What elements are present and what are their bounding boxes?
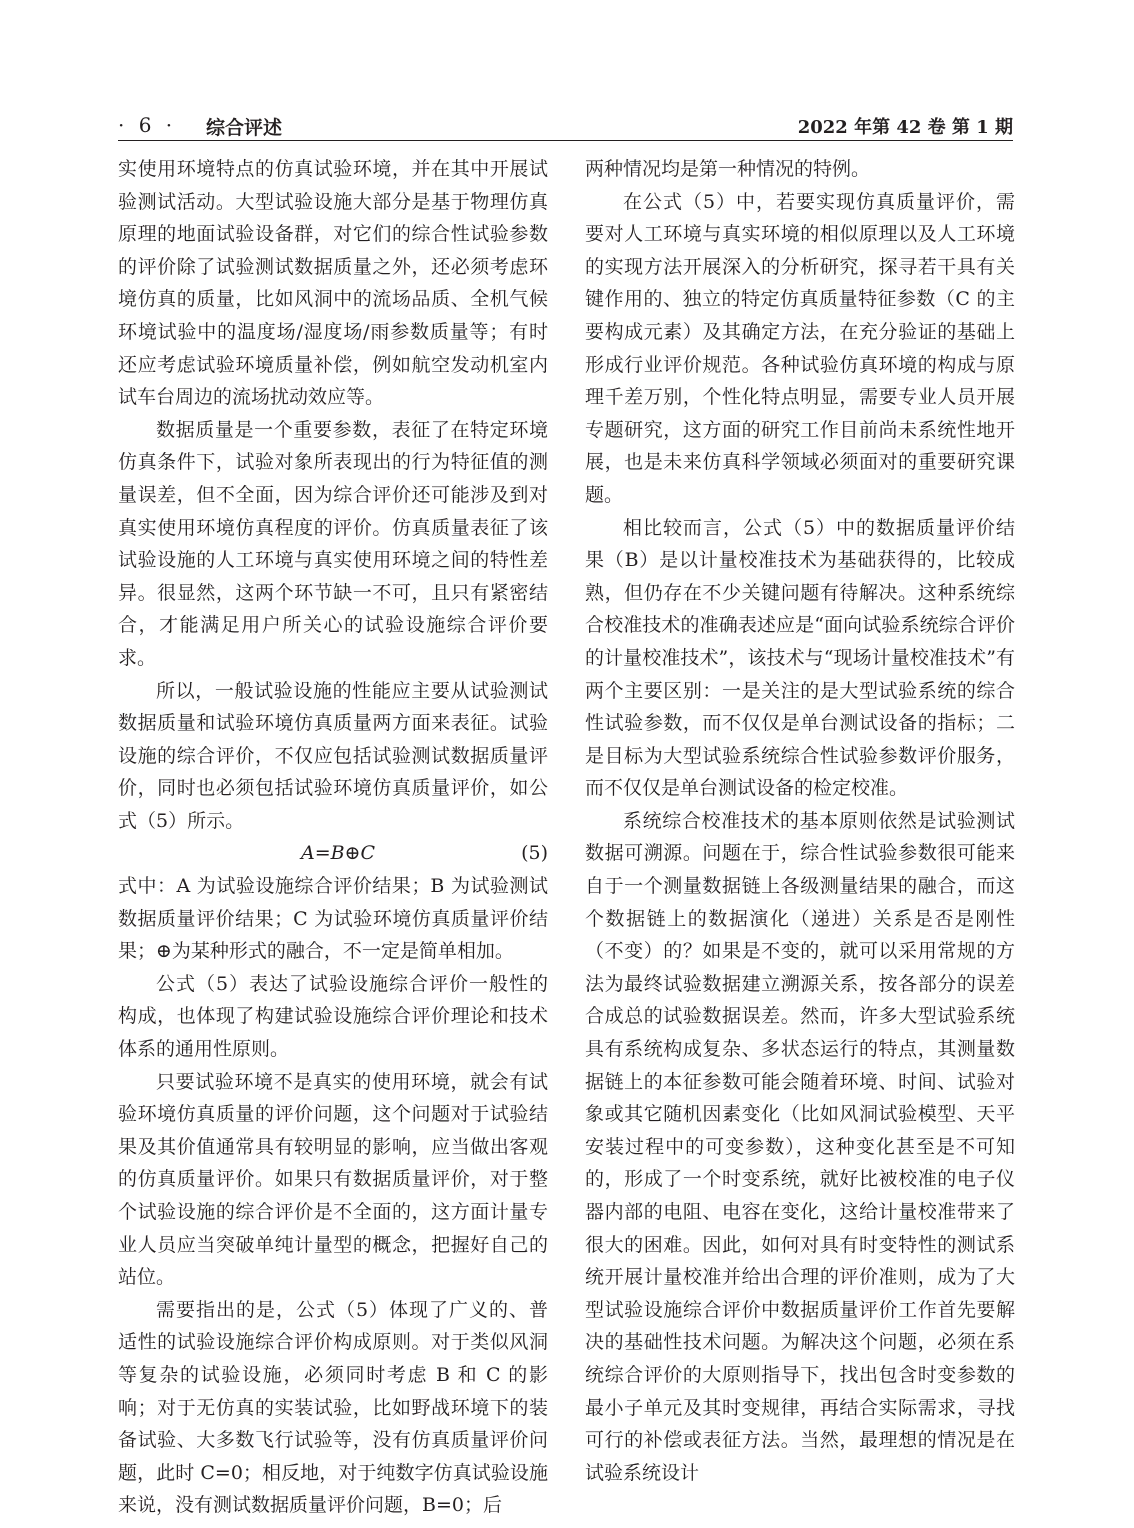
equation-5 — [118, 837, 548, 870]
paragraph: 公式（5）表达了试验设施综合评价一般性的构成，也体现了构建试验设施综合评价理论和技术体系的通用性原则。 — [118, 972, 548, 1061]
paragraph: 只要试验环境不是真实的使用环境，就会有试验环境仿真质量的评价问题，这个问题对于试验结果及其价值通常具有较明显的影响，应当做出客观的仿真质量评价。如果只有数据质量评价，对于整个试验设施的综合评价是不全面的，这方面计量专业人员应当突破单纯计量型的概念，把握好自己的站位。 — [118, 1070, 548, 1289]
paragraph: 在公式（5）中，若要实现仿真质量评价，需要对人工环境与真实环境的相似原理以及人工环境的实现方法开展深入的分析研究，探寻若干具有关键作用的、独立的特定仿真质量特征参数（C 的主要构成元素）及其确定方法，在充分验证的基础上形成行业评价规范。各种试验仿真环境的构成与原理千差万别，个性化特点明显，需要专业人员开展专题研究，这方面的研究工作目前尚未系统性地开展，也是未来仿真科学领域必须面对的重要研究课题。 — [585, 190, 1015, 506]
section-title: 综合评述 — [206, 117, 283, 139]
paragraph: 数据质量是一个重要参数，表征了在特定环境仿真条件下，试验对象所表现出的行为特征值的测量误差，但不全面，因为综合评价还可能涉及到对真实使用环境仿真程度的评价。仿真质量表征了该试验设施的人工环境与真实使用环境之间的特性差异。很显然，这两个环节缺一不可，且只有紧密结合，才能满足用户所关心的试验设施综合评价要求。 — [118, 418, 548, 669]
paragraph: 系统综合校准技术的基本原则依然是试验测试数据可溯源。问题在于，综合性试验参数很可能来自于一个测量数据链上各级测量结果的融合，而这个数据链上的数据演化（递进）关系是否是刚性（不变）的？如果是不变的，就可以采用常规的方法为最终试验数据建立溯源关系，按各部分的误差合成总的试验数据误差。然而，许多大型试验系统具有系统构成复杂、多状态运行的特点，其测量数据链上的本征参数可能会随着环境、时间、试验对象或其它随机因素变化（比如风洞试验模型、天平安装过程中的可变参数），这种变化甚至是不可知的，形成了一个时变系统，就好比被校准的电子仪器内部的电阻、电容在变化，这给计量校准带来了很大的困难。因此，如何对具有时变特性的测试系统开展计量校准并给出合理的评价准则，成为了大型试验设施综合评价中数据质量评价工作首先要解决的基础性技术问题。为解决这个问题，必须在系统综合评价的大原则指导下，找出包含时变参数的最小子单元及其时变规律，再结合实际需求，寻找可行的补偿或表征方法。当然，最理想的情况是在试验系统设计 — [585, 809, 1015, 1484]
paragraph: 式中：A 为试验设施综合评价结果；B 为试验测试数据质量评价结果；C 为试验环境仿真质量评价结果；⊕为某种形式的融合，不一定是简单相加。 — [118, 875, 548, 963]
running-header — [118, 113, 1013, 141]
header-rule — [118, 140, 1013, 141]
equation-number: (5) — [521, 842, 548, 865]
journal-issue: 2022 年第 42 卷 第 1 期 — [797, 117, 1013, 138]
right-column — [585, 153, 1015, 1489]
paragraph: 相比较而言，公式（5）中的数据质量评价结果（B）是以计量校准技术为基础获得的，比较成熟，但仍存在不少关键问题有待解决。这种系统综合校准技术的准确表述应是“面向试验系统综合评价的计量校准技术”，该技术与“现场计量校准技术”有两个主要区别：一是关注的是大型试验系统的综合性试验参数，而不仅仅是单台测试设备的指标；二是目标为大型试验系统综合性试验参数评价服务，而不仅仅是单台测试设备的检定校准。 — [585, 516, 1015, 800]
equation-expression: A=B⊕C — [301, 842, 376, 865]
page-number: · 6 · — [118, 113, 177, 137]
paragraph: 两种情况均是第一种情况的特例。 — [585, 158, 871, 180]
paragraph: 实使用环境特点的仿真试验环境，并在其中开展试验测试活动。大型试验设施大部分是基于物理仿真原理的地面试验设备群，对它们的综合性试验参数的评价除了试验测试数据质量之外，还必须考虑环境仿真的质量，比如风洞中的流场品质、全机气候环境试验中的温度场/湿度场/雨参数质量等；有时还应考虑试验环境质量补偿，例如航空发动机室内试车台周边的流场扰动效应等。 — [118, 158, 548, 409]
paragraph: 所以，一般试验设施的性能应主要从试验测试数据质量和试验环境仿真质量两方面来表征。试验设施的综合评价，不仅应包括试验测试数据质量评价，同时也必须包括试验环境仿真质量评价，如公式（5）所示。 — [118, 679, 548, 832]
left-column — [118, 153, 548, 1522]
paragraph: 需要指出的是，公式（5）体现了广义的、普适性的试验设施综合评价构成原则。对于类似风洞等复杂的试验设施，必须同时考虑 B 和 C 的影响；对于无仿真的实装试验，比如野战环境下的装备试验、大多数飞行试验等，没有仿真质量评价问题，此时 C=0；相反地，对于纯数字仿真试验设施来说，没有测试数据质量评价问题，B=0；后 — [118, 1298, 548, 1517]
